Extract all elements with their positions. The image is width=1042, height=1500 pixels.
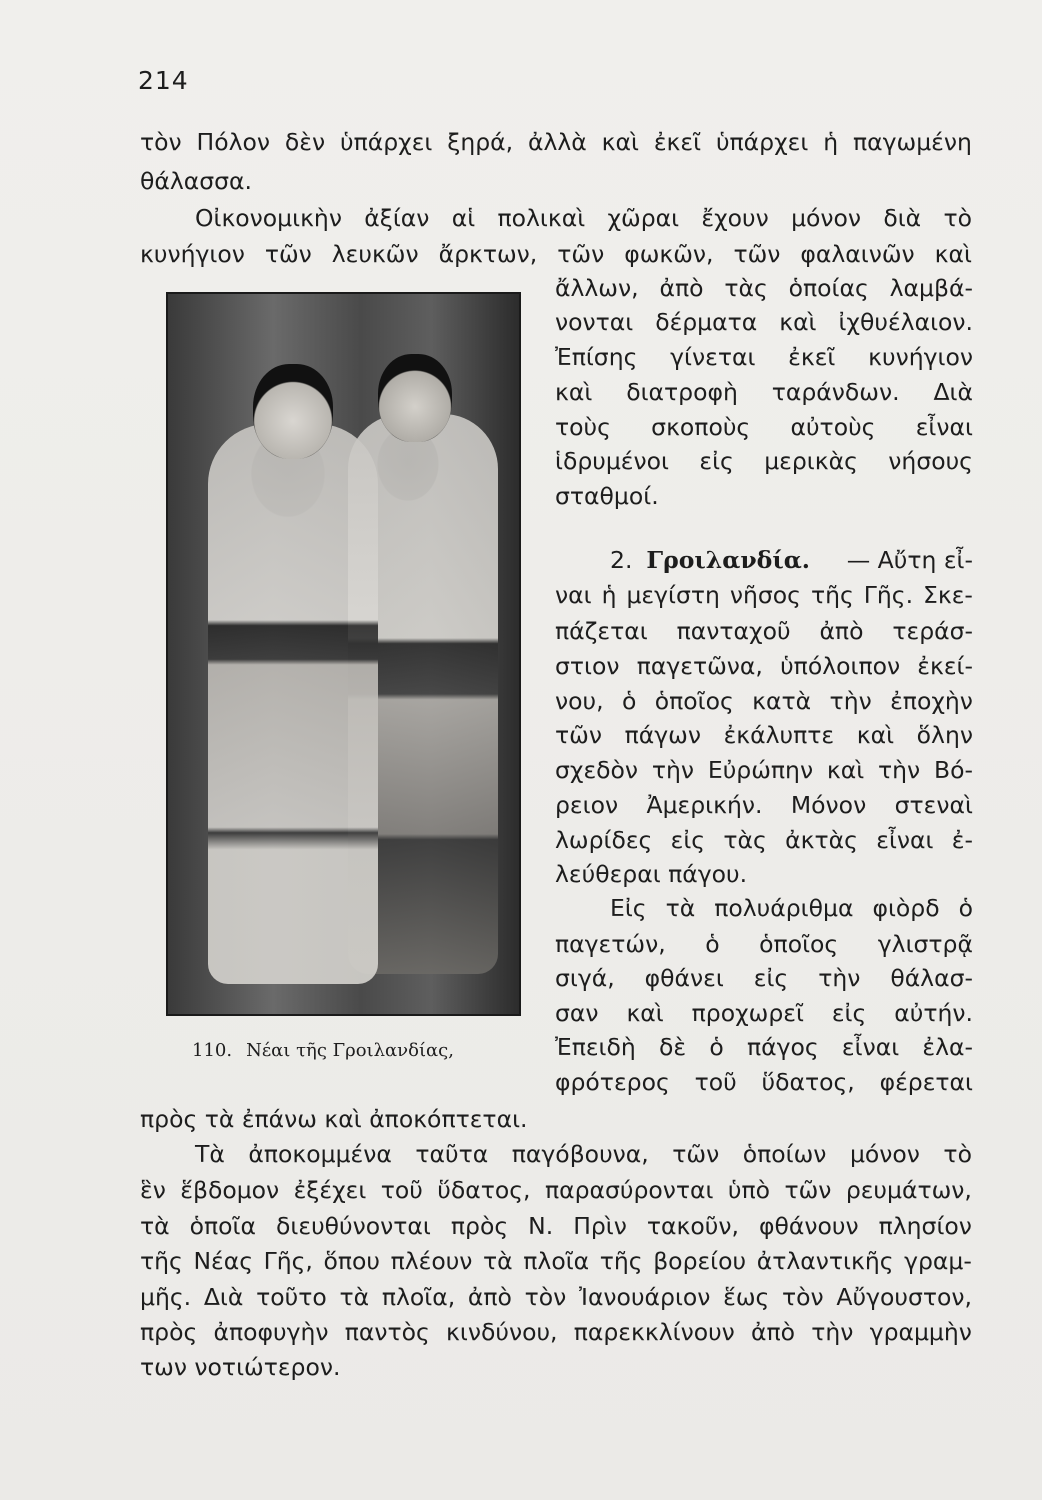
text-line	[195, 203, 972, 233]
word: τεράσ-	[892, 617, 973, 645]
word: ὁποῖα	[189, 1212, 257, 1240]
photo-head-left	[253, 364, 333, 459]
text-line: πρὸς τὰ ἐπάνω καὶ ἀποκόπτεται.	[140, 1105, 528, 1133]
word: μόνον	[849, 1140, 920, 1168]
word: γραμ-	[904, 1247, 972, 1275]
word: φρότερος	[555, 1068, 670, 1096]
word: ἀποκομμένα	[248, 1140, 392, 1168]
word: καὶ	[555, 378, 593, 406]
word: ἀπὸ	[751, 1318, 796, 1346]
word: πλησίον	[878, 1212, 972, 1240]
word: ὅλην	[916, 721, 973, 749]
text-line	[555, 1067, 973, 1097]
word: πρὸς	[450, 1212, 509, 1240]
word: ταῦτα	[415, 1140, 489, 1168]
word: καὶ	[779, 308, 817, 336]
word: φθάνει	[644, 964, 724, 992]
word: ἕως	[723, 1283, 770, 1311]
word: ὁποίων	[742, 1140, 827, 1168]
word: καὶ	[626, 999, 664, 1027]
word: κυνήγιον	[140, 240, 245, 268]
word: λαμβά-	[889, 274, 973, 302]
word: πανταχοῦ	[676, 617, 791, 645]
word: ὕδατος,	[761, 1068, 855, 1096]
word: φέρεται	[879, 1068, 973, 1096]
word: κινδύνου,	[446, 1318, 558, 1346]
word: ἀποφυγὴν	[213, 1318, 329, 1346]
word: ἐ-	[951, 826, 973, 854]
text-line	[140, 127, 972, 157]
word: εἰς	[831, 999, 867, 1027]
text-line	[555, 616, 973, 646]
word: τὰ	[339, 1283, 370, 1311]
text-line: σταθμοί.	[555, 482, 659, 510]
text-line	[555, 963, 973, 993]
word: καὶ	[934, 240, 972, 268]
word: εἶναι	[876, 826, 934, 854]
section-first-line: — Αὔτη εἶ-	[846, 546, 973, 574]
word: αἱ	[451, 204, 476, 232]
word: εἰς	[753, 964, 789, 992]
word: Αὔγουστον,	[836, 1283, 972, 1311]
word: Ἐπίσης	[555, 343, 638, 371]
text-line	[555, 929, 973, 959]
word: ἐκεῖ	[788, 343, 836, 371]
word: τακοῦν,	[646, 1212, 739, 1240]
word: Πρὶν	[573, 1212, 627, 1240]
text-line	[140, 1317, 972, 1347]
word: Πόλον	[196, 128, 270, 156]
word: τὴν	[829, 687, 872, 715]
word: ἐλα-	[922, 1033, 973, 1061]
word: ἐκεί-	[917, 652, 973, 680]
word: ἄλλων,	[555, 274, 639, 302]
text-line	[555, 720, 973, 750]
word: λευκῶν	[331, 240, 419, 268]
word: ὁ	[709, 1033, 724, 1061]
word: Διὰ	[203, 1283, 244, 1311]
word: τοῦ	[380, 1176, 423, 1204]
word: ἡ	[601, 581, 617, 609]
word: τῶν	[264, 240, 312, 268]
word: τὰς	[723, 826, 767, 854]
word: ρειον	[555, 791, 619, 819]
word: Βό-	[933, 756, 973, 784]
word: μόνον	[791, 204, 862, 232]
text-line	[555, 755, 973, 785]
word: φθάνουν	[758, 1212, 859, 1240]
text-line	[610, 893, 973, 923]
word: ἓν	[140, 1176, 166, 1204]
text-line	[140, 1246, 972, 1276]
word: Ἀμερικήν.	[646, 791, 763, 819]
word: τὰ	[140, 1212, 170, 1240]
word: καὶ	[856, 721, 895, 749]
photograph-greenland-girls	[166, 292, 521, 1016]
text-line: των νοτιώτερον.	[140, 1353, 341, 1381]
word: πάγος	[746, 1033, 819, 1061]
text-line	[555, 1032, 973, 1062]
word: σαν	[555, 999, 599, 1027]
word: εἶναι	[841, 1033, 900, 1061]
word: ἀπὸ	[467, 1283, 512, 1311]
word: Ἰανουάριον	[579, 1283, 711, 1311]
word: ὑπάρχει	[715, 128, 809, 156]
word: ἀξίαν	[364, 204, 430, 232]
section-number: 2.	[610, 546, 633, 574]
word: τὴν	[818, 964, 861, 992]
word: τὸ	[943, 1140, 972, 1168]
word: τῆς	[140, 1247, 183, 1275]
word: τὸ	[943, 204, 972, 232]
word: τὸν	[140, 128, 182, 156]
word: τὸν	[782, 1283, 824, 1311]
word: ναι	[555, 581, 592, 609]
word: πάγων	[624, 721, 701, 749]
word: δέρματα	[655, 308, 758, 336]
word: τῶν	[672, 1140, 720, 1168]
word: ἔχουν	[701, 204, 769, 232]
word: τοῦτο	[256, 1283, 327, 1311]
word: ἐκάλυπτε	[723, 721, 835, 749]
word: πάζεται	[555, 617, 648, 645]
word: Εὐρώπην	[707, 756, 814, 784]
text-line	[555, 446, 973, 476]
word: τὴν	[651, 756, 695, 784]
word: ἐποχὴν	[890, 687, 973, 715]
word: Τὰ	[195, 1140, 225, 1168]
word: τὴν	[878, 756, 921, 784]
figure-caption-text: Νέαι τῆς Γροιλανδίας,	[246, 1040, 454, 1061]
word: ὁποῖος	[654, 687, 734, 715]
text-line	[140, 1282, 972, 1312]
word: ταράνδων.	[771, 378, 900, 406]
word: διὰ	[883, 204, 922, 232]
word: εἶναι	[915, 413, 973, 441]
word: ἰχθυέλαιον.	[838, 308, 973, 336]
word: καὶ	[601, 128, 639, 156]
word: παρεκκλίνουν	[573, 1318, 735, 1346]
page-number: 214	[138, 66, 189, 95]
word: ἡ	[823, 128, 839, 156]
word: νονται	[555, 308, 634, 336]
word: εἰς	[699, 447, 734, 475]
word: γίνεται	[670, 343, 756, 371]
word: νου,	[555, 687, 604, 715]
word: παντὸς	[344, 1318, 430, 1346]
text-line	[555, 825, 973, 855]
word: ἱδρυμένοι	[555, 447, 669, 475]
word: ὅπου	[323, 1247, 380, 1275]
text-line	[195, 1139, 972, 1169]
word: θάλασ-	[890, 964, 973, 992]
word: τῆς	[599, 1247, 643, 1275]
text-line	[555, 790, 973, 820]
word: ὁ	[958, 894, 973, 922]
word: αὐτοὺς	[790, 413, 876, 441]
word: Διὰ	[933, 378, 973, 406]
word: ὁ	[705, 930, 720, 958]
figure-caption	[192, 1040, 454, 1061]
word: παγετών,	[555, 930, 666, 958]
word: ὑπὸ	[727, 1176, 771, 1204]
word: πρὸς	[140, 1318, 198, 1346]
word: προχωρεῖ	[691, 999, 804, 1027]
text-line	[555, 651, 973, 681]
word: Γῆς.	[863, 581, 914, 609]
word: Μόνον	[790, 791, 867, 819]
word: ἀλλὰ	[528, 128, 587, 156]
word: δὲ	[659, 1033, 687, 1061]
word: ὑπόλοιπον	[780, 652, 901, 680]
word: χῶραι	[607, 204, 680, 232]
word: φιὸρδ	[872, 894, 940, 922]
word: τῆς	[810, 581, 854, 609]
word: ὁποῖος	[759, 930, 839, 958]
word: τῶν	[557, 240, 605, 268]
text-line: λεύθεραι πάγου.	[555, 860, 748, 888]
word: βορείου	[653, 1247, 747, 1275]
word: πολυάριθμα	[714, 894, 854, 922]
text-line	[140, 239, 972, 269]
word: στιον	[555, 652, 620, 680]
text-line	[555, 998, 973, 1028]
word: τῶν	[733, 240, 781, 268]
word: ὑπάρχει	[339, 128, 433, 156]
word: πλοῖα	[523, 1247, 590, 1275]
word: ὕδατος,	[437, 1176, 531, 1204]
word: ἀπὸ	[659, 274, 704, 302]
word: ἀκτὰς	[785, 826, 858, 854]
word: κυνήγιον	[868, 343, 973, 371]
word: ἕβδομον	[180, 1176, 280, 1204]
word: φωκῶν,	[624, 240, 714, 268]
word: σχεδὸν	[555, 756, 639, 784]
word: κατὰ	[752, 687, 812, 715]
word: παγωμένη	[852, 128, 972, 156]
text-line: θάλασσα.	[140, 167, 253, 195]
text-line	[555, 412, 973, 442]
word: τοῦ	[694, 1068, 737, 1096]
word: μεγίστη	[626, 581, 720, 609]
word: εἰς	[670, 826, 706, 854]
word: παγόβουνα,	[511, 1140, 649, 1168]
word: τοὺς	[555, 413, 611, 441]
word: παγετῶνα,	[636, 652, 763, 680]
word: τὴν	[811, 1318, 854, 1346]
word: τὰ	[665, 894, 696, 922]
word: ἀπὸ	[819, 617, 864, 645]
word: Γῆς,	[263, 1247, 313, 1275]
word: Νέας	[193, 1247, 254, 1275]
section-title: Γροιλανδία.	[646, 546, 810, 574]
word: τῶν	[555, 721, 602, 749]
photo-figure-left	[208, 424, 378, 984]
word: τὰ	[483, 1247, 513, 1275]
word: πολικαὶ	[497, 204, 586, 232]
word: τὰς	[724, 274, 768, 302]
word: Ν.	[528, 1212, 554, 1240]
word: Ἐπειδὴ	[555, 1033, 636, 1061]
text-line	[555, 342, 973, 372]
word: λωρίδες	[555, 826, 653, 854]
text-line	[555, 686, 973, 716]
photo-head-right	[378, 354, 452, 442]
text-line	[140, 1175, 972, 1205]
text-line	[555, 580, 973, 610]
word: καὶ	[826, 756, 865, 784]
word: σιγά,	[555, 964, 615, 992]
word: αὐτήν.	[894, 999, 973, 1027]
word: διευθύνονται	[276, 1212, 431, 1240]
word: παρασύρονται	[544, 1176, 714, 1204]
word: σκοποὺς	[651, 413, 751, 441]
word: μερικὰς	[764, 447, 858, 475]
word: ἐξέχει	[293, 1176, 367, 1204]
word: Οἰκονομικὴν	[195, 204, 342, 232]
section-heading	[610, 545, 973, 575]
text-line	[555, 377, 973, 407]
text-line	[555, 307, 973, 337]
word: διατροφὴ	[626, 378, 738, 406]
word: ὁ	[621, 687, 637, 715]
word: ἀτλαντικῆς	[756, 1247, 894, 1275]
word: δὲν	[284, 128, 326, 156]
word: φαλαινῶν	[800, 240, 915, 268]
word: ἐκεῖ	[653, 128, 702, 156]
word: πλοῖα,	[381, 1283, 456, 1311]
word: στεναὶ	[894, 791, 973, 819]
word: ὁποίας	[788, 274, 869, 302]
word: τῶν	[784, 1176, 832, 1204]
text-line	[555, 273, 973, 303]
word: πλέουν	[390, 1247, 473, 1275]
word: ρευμάτων,	[845, 1176, 972, 1204]
figure-number: 110.	[192, 1040, 233, 1061]
word: νῆσος	[729, 581, 801, 609]
word: Σκε-	[923, 581, 973, 609]
word: νήσους	[888, 447, 973, 475]
word: ἄρκτων,	[438, 240, 538, 268]
text-line	[140, 1211, 972, 1241]
word: γλιστρᾷ	[877, 930, 973, 958]
word: ξηρά,	[447, 128, 514, 156]
word: Εἰς	[610, 894, 647, 922]
word: τὸν	[524, 1283, 567, 1311]
word: μῆς.	[140, 1283, 192, 1311]
word: γραμμὴν	[869, 1318, 972, 1346]
